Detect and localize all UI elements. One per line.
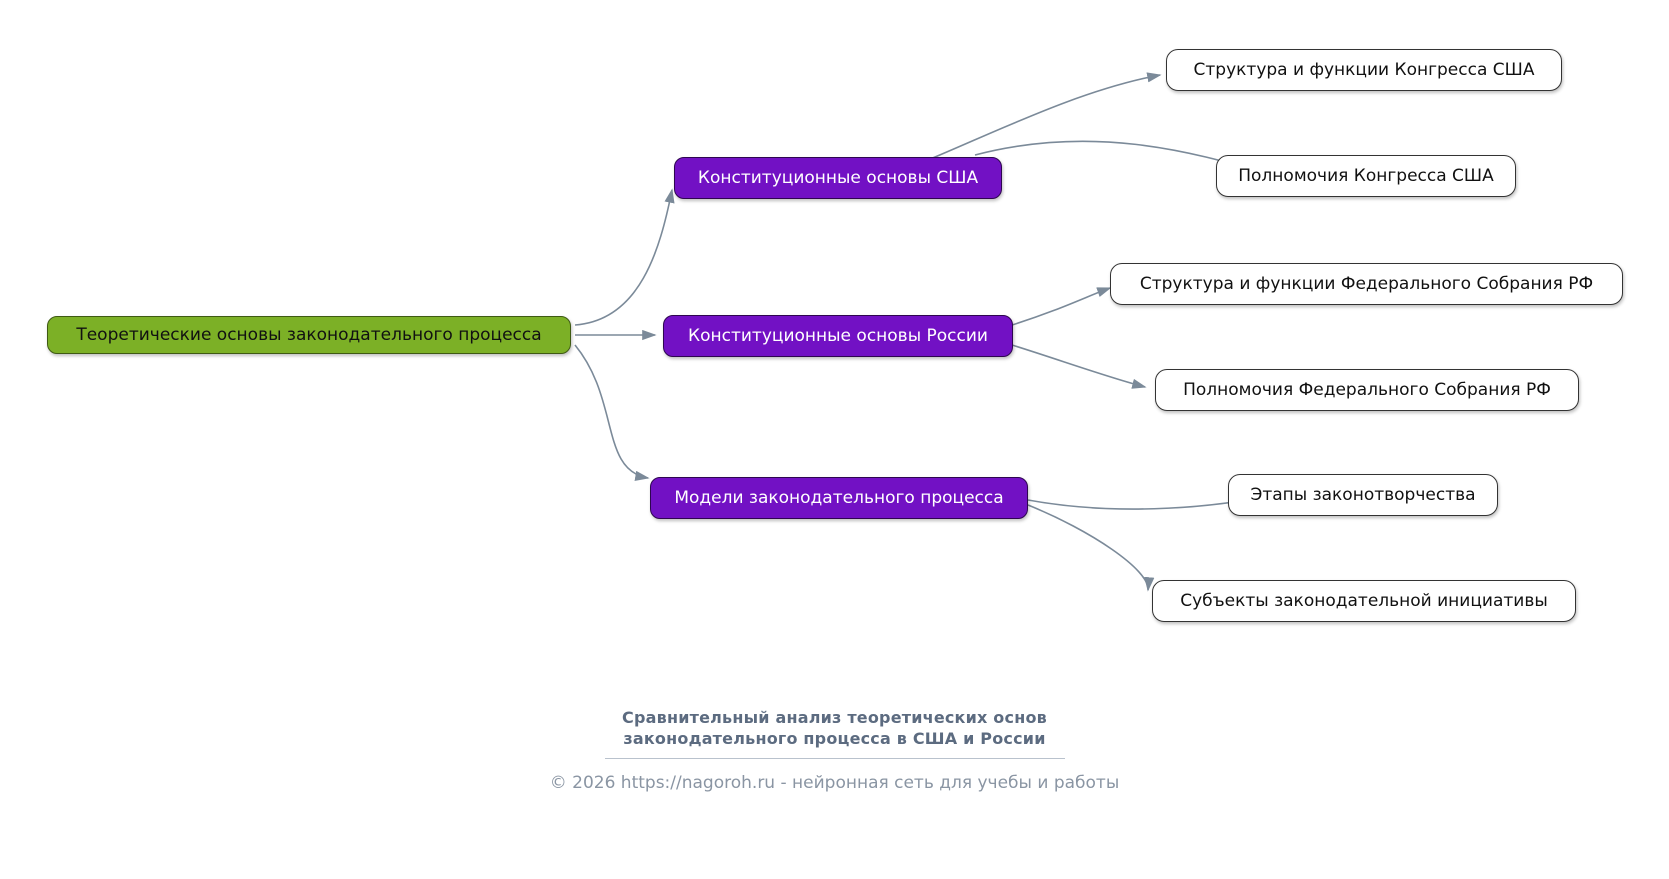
node-leaf-subjects[interactable] [1152, 580, 1576, 622]
node-branch-models[interactable] [650, 477, 1028, 519]
edge-models-to-subjects [1028, 505, 1148, 590]
node-leaf-russia-structure-label: Структура и функции Федерального Собрания РФ [1139, 273, 1594, 294]
footer-credit: © 2026 https://nagoroh.ru - нейронная сеть для учебы и работы [549, 772, 1120, 793]
node-leaf-stages-label: Этапы законотворчества [1250, 484, 1476, 505]
node-leaf-stages[interactable] [1228, 474, 1498, 516]
node-leaf-usa-powers-label: Полномочия Конгресса США [1238, 165, 1494, 186]
node-branch-models-label: Модели законодательного процесса [674, 487, 1004, 508]
node-leaf-russia-powers-label: Полномочия Федерального Собрания РФ [1183, 379, 1551, 400]
footer [0, 708, 1669, 793]
node-root[interactable] [47, 316, 571, 354]
edge-russia-to-structure [1012, 288, 1110, 325]
footer-title [0, 708, 1669, 750]
footer-title-line1: Сравнительный анализ теоретических основ [622, 708, 1047, 727]
node-leaf-russia-powers[interactable] [1155, 369, 1579, 411]
node-leaf-usa-structure[interactable] [1166, 49, 1562, 91]
node-leaf-russia-structure[interactable] [1110, 263, 1623, 305]
node-branch-usa-label: Конституционные основы США [697, 167, 979, 188]
node-root-label: Теоретические основы законодательного процесса [76, 324, 542, 345]
footer-title-line2: законодательного процесса в США и России [623, 728, 1046, 748]
edge-root-to-usa [575, 190, 672, 325]
node-leaf-usa-structure-label: Структура и функции Конгресса США [1193, 59, 1535, 80]
edge-russia-to-powers [1012, 345, 1145, 387]
edge-root-to-models [575, 345, 648, 478]
node-branch-usa[interactable] [674, 157, 1002, 199]
node-branch-russia[interactable] [663, 315, 1013, 357]
node-branch-russia-label: Конституционные основы России [688, 325, 988, 346]
footer-divider [605, 758, 1065, 759]
node-leaf-usa-powers[interactable] [1216, 155, 1516, 197]
node-leaf-subjects-label: Субъекты законодательной инициативы [1180, 590, 1548, 611]
edge-usa-to-structure [928, 75, 1160, 160]
